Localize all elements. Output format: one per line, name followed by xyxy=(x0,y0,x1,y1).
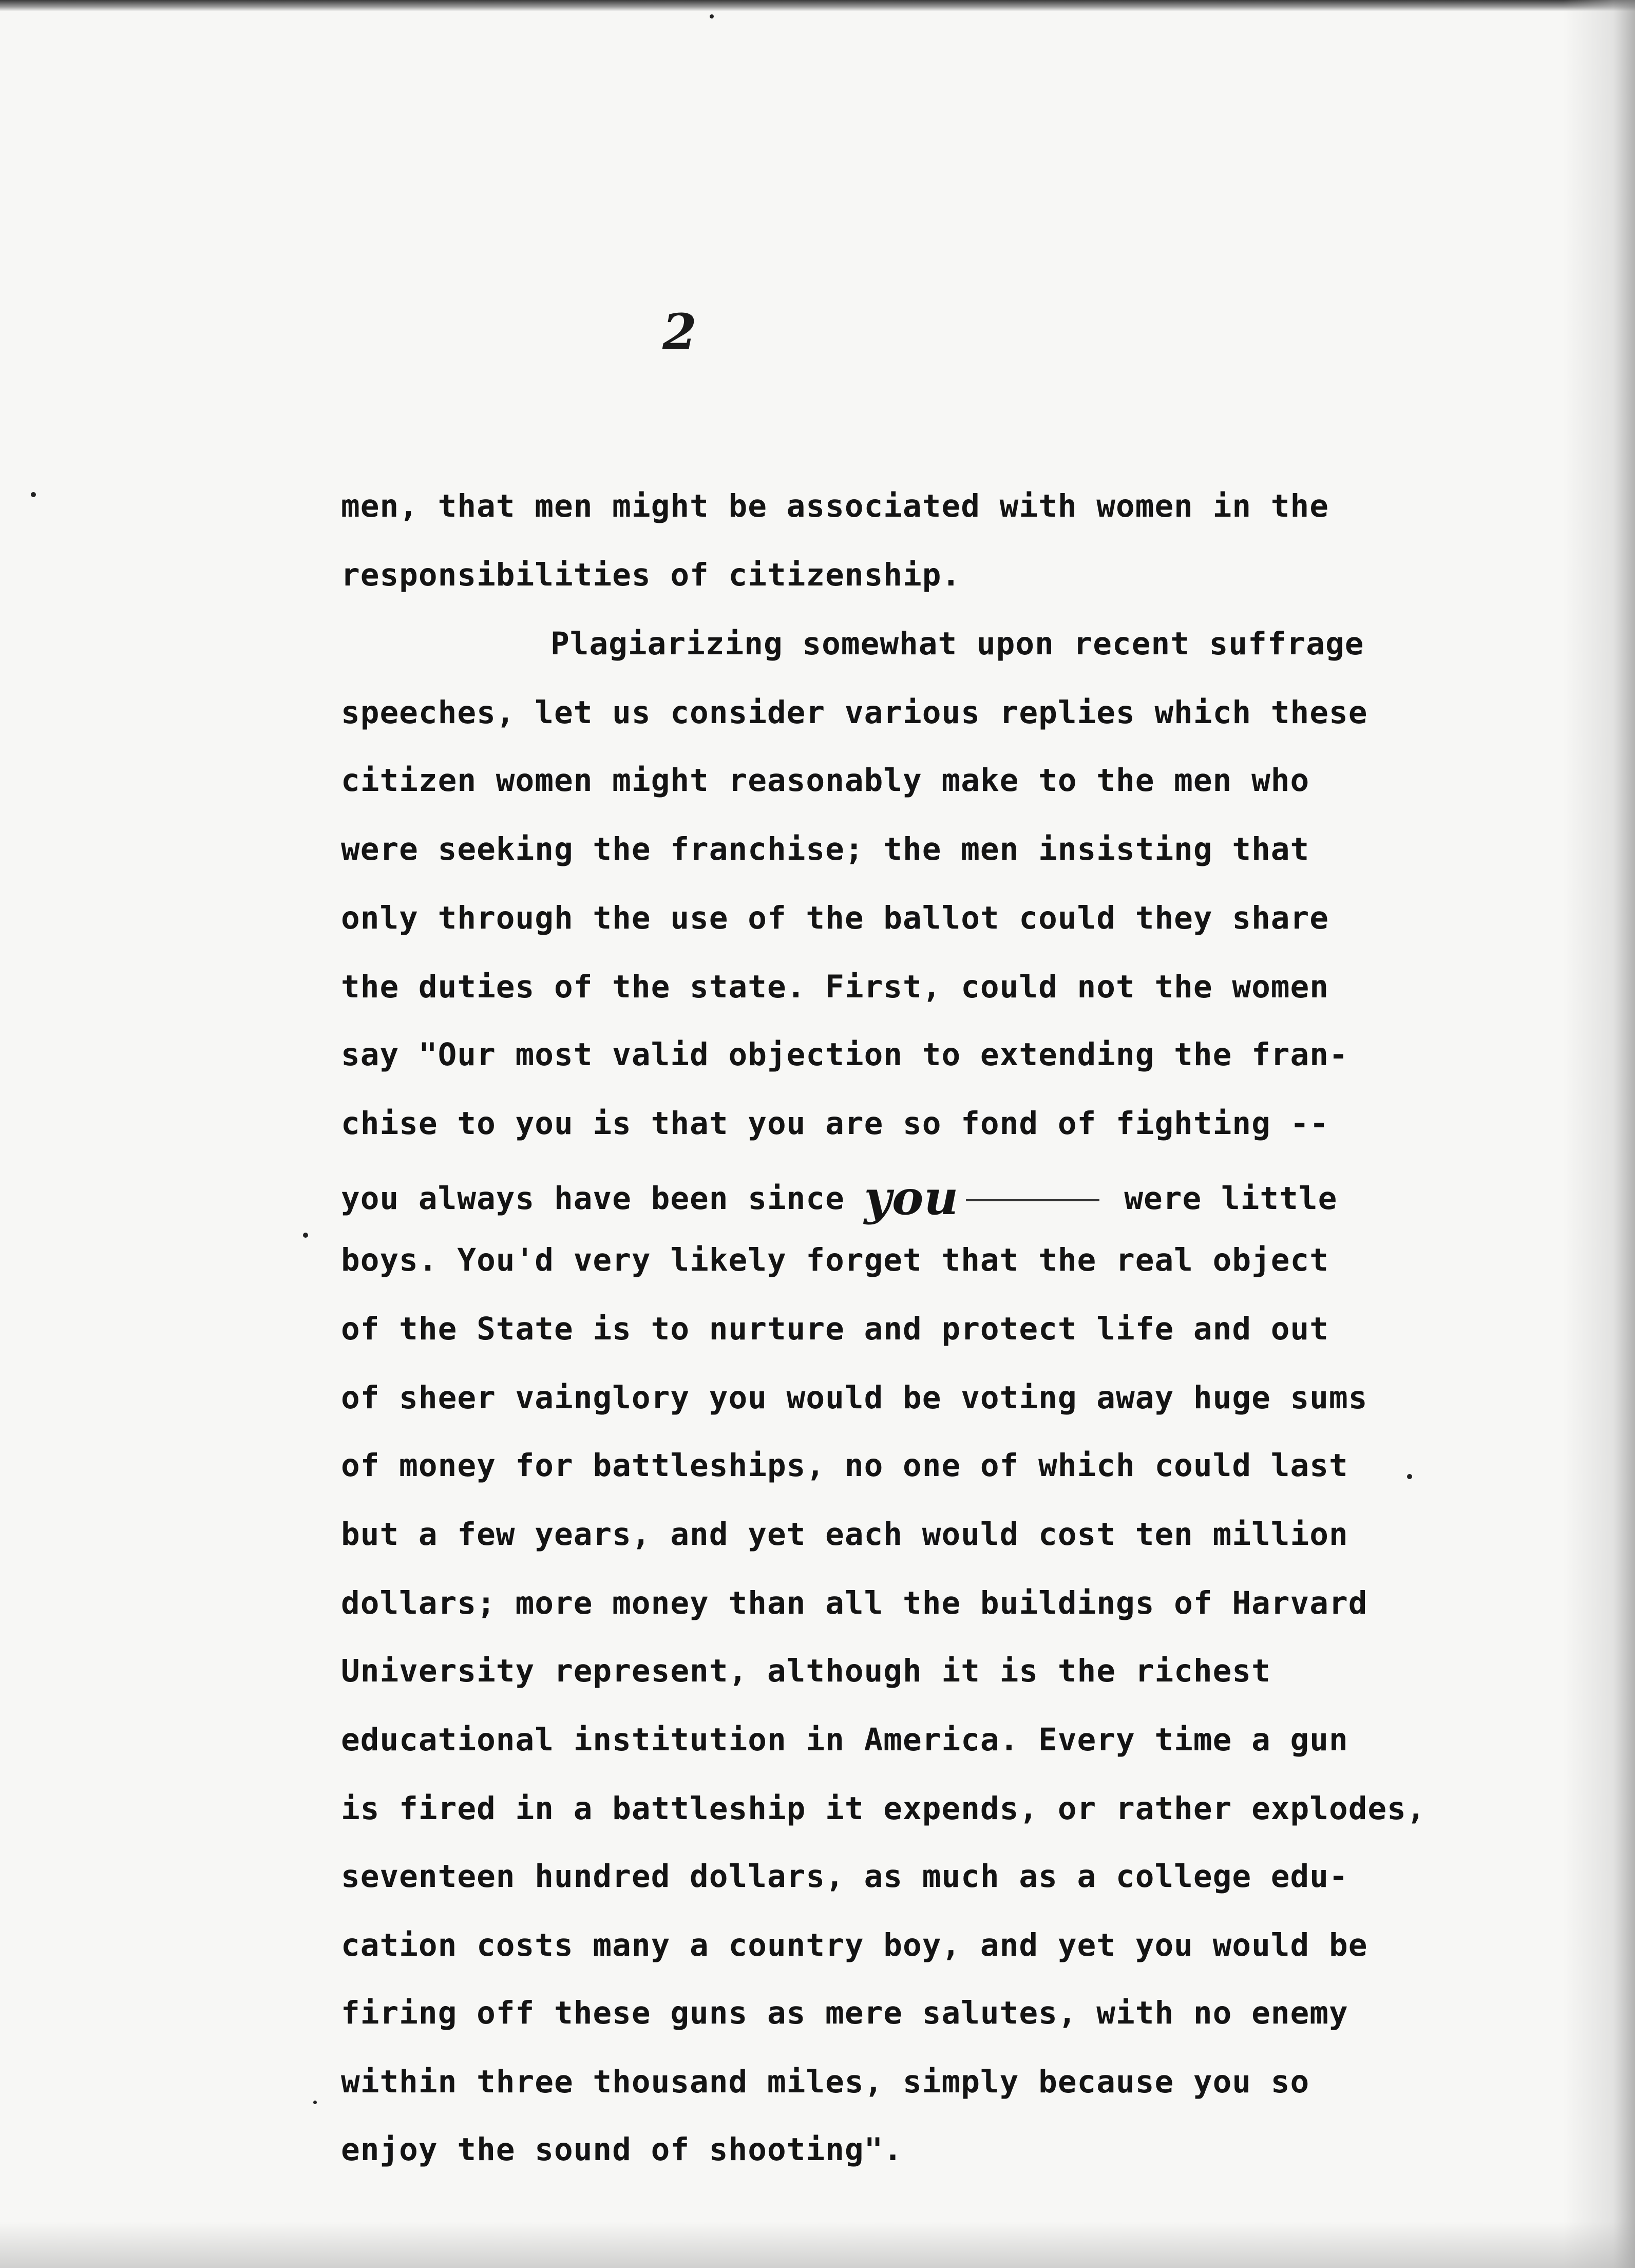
text-line: but a few years, and yet each would cost ten million xyxy=(341,1516,1348,1553)
text-line: University represent, although it is the richest xyxy=(341,1653,1271,1689)
text-line: is fired in a battleship it expends, or rather explodes, xyxy=(341,1790,1426,1827)
text-line: educational institution in America. Every time a gun xyxy=(341,1722,1348,1758)
text-line: of money for battleships, no one of which could last xyxy=(341,1447,1348,1484)
blank-rule xyxy=(966,1199,1099,1201)
text-line: seventeen hundred dollars, as much as a college edu- xyxy=(341,1858,1348,1895)
text-segment: you always have been since xyxy=(341,1180,845,1217)
text-segment: were little xyxy=(1124,1180,1338,1217)
scan-speck xyxy=(303,1233,308,1238)
text-line: within three thousand miles, simply because you so xyxy=(341,2064,1310,2100)
text-line: Plagiarizing somewhat upon recent suffrage xyxy=(550,626,1364,662)
text-line: of the State is to nurture and protect life and out xyxy=(341,1311,1329,1347)
text-line: responsibilities of citizenship. xyxy=(341,557,961,593)
scan-speck xyxy=(1407,1474,1412,1479)
handwritten-correction: you xyxy=(864,1170,959,1225)
text-line: speeches, let us consider various replies which these xyxy=(341,694,1368,731)
text-line: men, that men might be associated with women in the xyxy=(341,488,1329,524)
scan-speck xyxy=(31,492,36,497)
text-line: the duties of the state. First, could not the women xyxy=(341,969,1329,1005)
text-line: cation costs many a country boy, and yet you would be xyxy=(341,1927,1368,1963)
text-line: firing off these guns as mere salutes, with no enemy xyxy=(341,1995,1348,2031)
scan-speck xyxy=(313,2101,317,2104)
scan-speck xyxy=(710,14,714,18)
text-line: boys. You'd very likely forget that the real object xyxy=(341,1242,1329,1278)
text-line: chise to you is that you are so fond of fighting -- xyxy=(341,1105,1329,1142)
text-line: dollars; more money than all the buildings of Harvard xyxy=(341,1585,1368,1621)
text-line: say "Our most valid objection to extending the fran- xyxy=(341,1036,1348,1073)
text-line: citizen women might reasonably make to the men who xyxy=(341,762,1310,799)
text-line: only through the use of the ballot could they share xyxy=(341,900,1329,936)
text-line: of sheer vainglory you would be voting away huge sums xyxy=(341,1379,1368,1416)
text-line: enjoy the sound of shooting". xyxy=(341,2131,903,2168)
text-line: were seeking the franchise; the men insisting that xyxy=(341,831,1310,867)
handwritten-page-number: 2 xyxy=(662,303,697,361)
text-line-with-correction xyxy=(341,1170,1338,1225)
